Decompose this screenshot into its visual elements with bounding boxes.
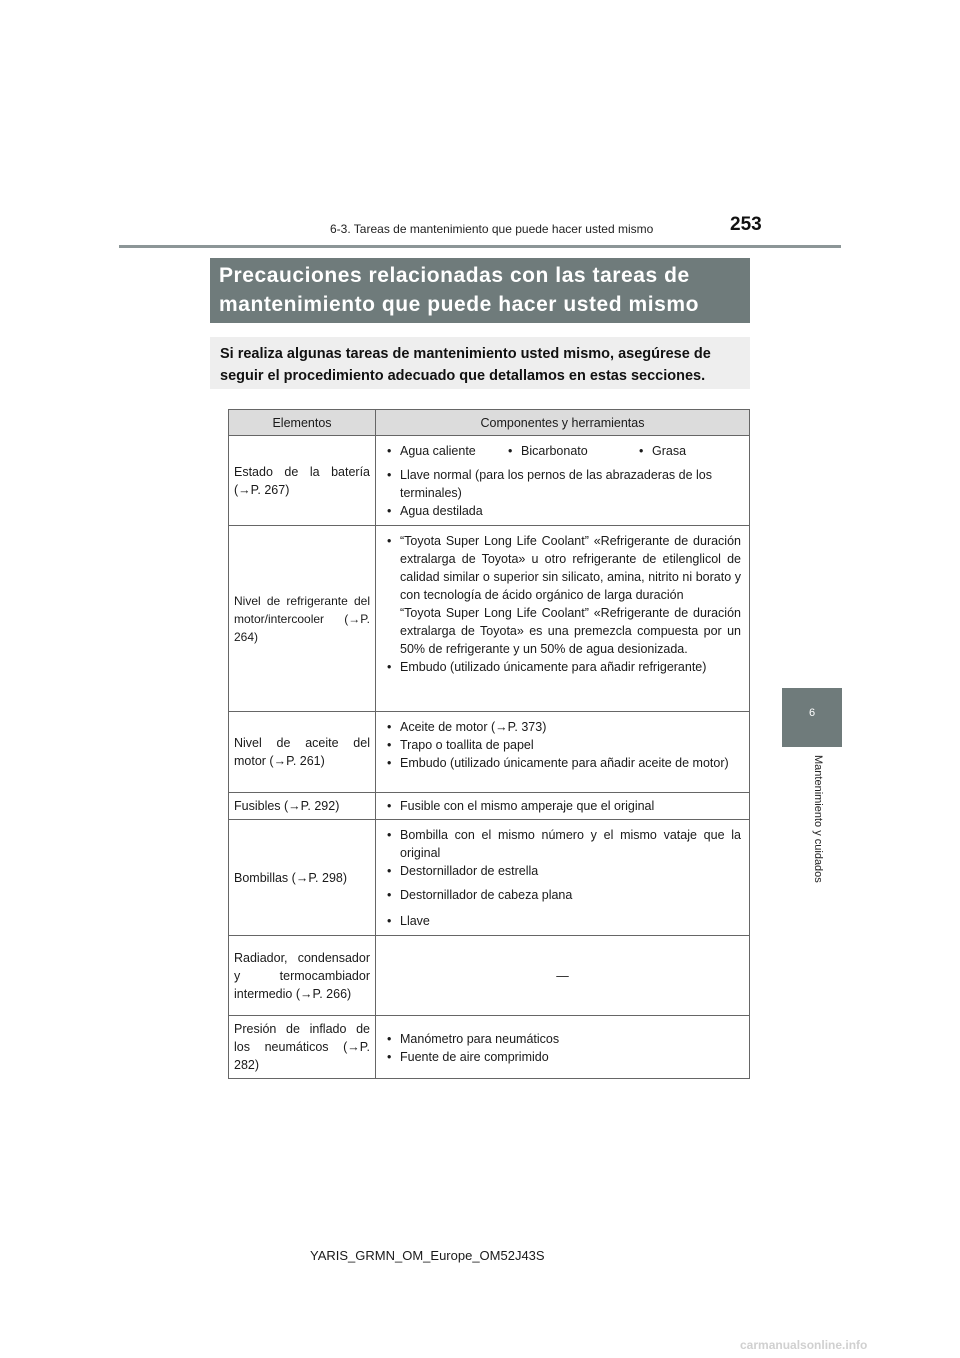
row-item: Radiador, condensador y termocambiador intermedio (→P. 266) — [229, 936, 376, 1016]
row-components — [376, 526, 750, 712]
row-item: Presión de inflado de los neumáticos (→P. 282) — [229, 1016, 376, 1079]
intro-line-1: Si realiza algunas tareas de mantenimiento usted mismo, asegúrese de — [220, 346, 711, 362]
row-components — [376, 793, 750, 820]
list-item: • Llave — [384, 912, 741, 930]
table-row — [229, 526, 750, 712]
table-row — [229, 793, 750, 820]
list-item: • Embudo (utilizado únicamente para añadir aceite de motor) — [384, 754, 741, 772]
table-row — [229, 820, 750, 936]
list-item: • Destornillador de cabeza plana — [384, 886, 741, 904]
header-divider — [119, 245, 841, 248]
section-title-line-2: mantenimiento que puede hacer usted mismo — [219, 293, 699, 316]
section-title — [210, 258, 750, 323]
list-item: • Bombilla con el mismo número y el mismo vataje que la original — [384, 826, 741, 862]
chapter-tab-number: 6 — [808, 707, 816, 719]
row-item: Bombillas (→P. 298) — [229, 820, 376, 936]
list-item: • Bicarbonato — [505, 442, 636, 460]
list-item: • Fuente de aire comprimido — [384, 1048, 741, 1066]
list-item-continuation: terminales) — [400, 486, 462, 500]
row-components — [376, 1016, 750, 1079]
table-header-row — [229, 410, 750, 436]
row-components — [376, 712, 750, 793]
list-item: • Embudo (utilizado únicamente para añadir refrigerante) — [384, 658, 741, 676]
intro-note — [210, 337, 750, 389]
row-item: Fusibles (→P. 292) — [229, 793, 376, 820]
inline-bullets — [384, 442, 741, 460]
list-item: • Fusible con el mismo amperaje que el original — [384, 797, 741, 815]
list-item: • Llave normal (para los pernos de las abrazaderas de los — [384, 466, 741, 484]
list-item: • Agua destilada — [384, 502, 741, 520]
list-item: • Destornillador de estrella — [384, 862, 741, 880]
document-code: YARIS_GRMN_OM_Europe_OM52J43S — [310, 1248, 545, 1263]
row-components — [376, 436, 750, 526]
maintenance-table — [228, 409, 750, 1079]
row-item: Nivel de refrigerante del motor/intercooler (→P. 264) — [229, 526, 376, 712]
chapter-label: Mantenimiento y cuidados — [812, 755, 824, 883]
section-title-line-1: Precauciones relacionadas con las tareas de — [219, 264, 690, 287]
list-item: • Trapo o toallita de papel — [384, 736, 741, 754]
row-components — [376, 820, 750, 936]
row-components-empty: — — [376, 936, 750, 1016]
list-item: • Aceite de motor (→P. 373) — [384, 718, 741, 736]
list-item: • “Toyota Super Long Life Coolant” «Refrigerante de duración extralarga de Toyota» u otro refrigerante de etilenglicol de calidad similar o superior sin silicato, amina, nitrito ni borato y con tecnología de ácido orgánico de larga duración — [384, 532, 741, 604]
table-row — [229, 436, 750, 526]
header-components: Componentes y herramientas — [376, 410, 750, 436]
row-item: Nivel de aceite del motor (→P. 261) — [229, 712, 376, 793]
header-items: Elementos — [229, 410, 376, 436]
table-row — [229, 936, 750, 1016]
list-item-continuation: “Toyota Super Long Life Coolant” «Refrigerante de duración extralarga de Toyota» es una premezcla compuesta por un 50% de refrigerante y un 50% de agua desionizada. — [400, 606, 741, 656]
list-item: • Manómetro para neumáticos — [384, 1030, 741, 1048]
watermark: carmanualsonline.info — [740, 1338, 868, 1352]
list-item: • Agua caliente — [384, 442, 505, 460]
header-section-title: 6-3. Tareas de mantenimiento que puede hacer usted mismo — [330, 222, 654, 236]
intro-line-2: seguir el procedimiento adecuado que detallamos en estas secciones. — [220, 368, 706, 384]
page-number: 253 — [730, 214, 762, 235]
table-row — [229, 1016, 750, 1079]
row-item: Estado de la batería (→P. 267) — [229, 436, 376, 526]
list-item: • Grasa — [636, 442, 686, 460]
table-row — [229, 712, 750, 793]
